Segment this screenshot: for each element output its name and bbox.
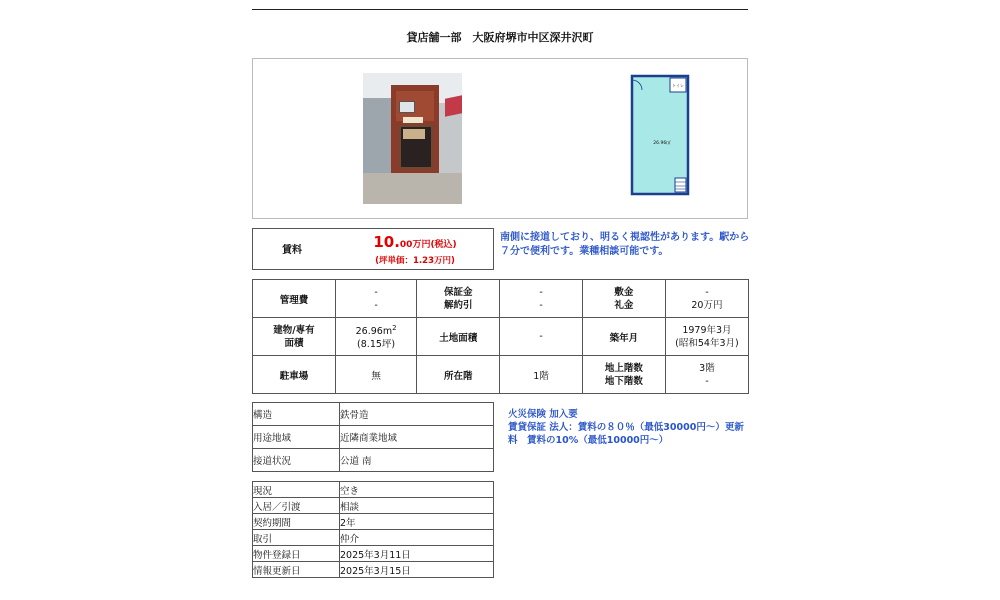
above-value: 3階	[699, 362, 715, 374]
management-value-1: -	[374, 286, 378, 298]
floor-value: 1階	[500, 356, 583, 394]
reikin-value: 20万円	[691, 299, 723, 311]
spec-value: 近隣商業地域	[340, 426, 494, 449]
table-row	[253, 403, 494, 426]
status-value: 仲介	[340, 530, 494, 546]
status-label: 取引	[253, 530, 340, 546]
notes-line-2: 賃貸保証 法人：賃料の８０％（最低30000円～）更新料 賃料の10%（最低10000円～）	[508, 422, 744, 446]
status-label: 物件登録日	[253, 546, 340, 562]
management-label: 管理費	[253, 280, 336, 318]
spec-label: 接道状況	[253, 449, 340, 472]
stair	[675, 178, 686, 192]
below-value: -	[705, 375, 709, 387]
table-row	[253, 562, 494, 578]
deposit-value: -	[539, 286, 543, 298]
area-label-1: 建物/専有	[273, 324, 315, 336]
management-value-2: -	[374, 299, 378, 311]
land-label: 土地面積	[417, 318, 500, 356]
status-value: 2年	[340, 514, 494, 530]
pr-text: 南側に接道しており、明るく視認性があります。駅から７分で便利です。業種相談可能です。	[500, 232, 750, 257]
spec-label: 用途地域	[253, 426, 340, 449]
storefront-photo[interactable]	[363, 73, 462, 204]
status-value: 相談	[340, 498, 494, 514]
built-label: 築年月	[583, 318, 666, 356]
status-value: 2025年3月15日	[340, 562, 494, 578]
built-value: 1979年3月	[682, 324, 732, 336]
area-tsubo: (8.15坪)	[357, 339, 396, 351]
notes-line-1: 火災保険 加入要	[508, 409, 578, 420]
kaiyaku-label: 解約引	[443, 299, 473, 311]
spec-table	[252, 402, 494, 472]
table-row	[253, 514, 494, 530]
above-label: 地上階数	[604, 362, 643, 374]
area-value: $26.96m^2$	[355, 323, 397, 338]
fees-table	[252, 279, 749, 394]
shikikin-label: 敷金	[614, 286, 634, 298]
floor-plan-room	[632, 76, 688, 194]
top-divider	[252, 9, 748, 10]
table-row	[253, 426, 494, 449]
status-value: 空き	[340, 482, 494, 498]
table-row	[253, 530, 494, 546]
kaiyaku-value: -	[539, 299, 543, 311]
status-label: 契約期間	[253, 514, 340, 530]
area-label: 26.96㎡	[653, 141, 671, 146]
status-label: 入居／引渡	[253, 498, 340, 514]
land-value: -	[500, 318, 583, 356]
toilet-label: トイレ	[672, 83, 684, 88]
spec-value: 鉄骨造	[340, 403, 494, 426]
shikikin-value: -	[705, 286, 709, 298]
below-label: 地下階数	[604, 375, 643, 387]
status-value: 2025年3月11日	[340, 546, 494, 562]
notes	[508, 408, 753, 447]
spec-value: 公道 南	[340, 449, 494, 472]
status-table	[252, 481, 494, 578]
area-label-2: 面積	[284, 337, 304, 349]
parking-label: 駐車場	[253, 356, 336, 394]
rent-amount: 10.00万円(税込)	[373, 233, 457, 251]
table-row	[253, 482, 494, 498]
built-era: (昭和54年3月)	[675, 337, 739, 349]
spec-label: 構造	[253, 403, 340, 426]
rent-label: 賃料	[282, 245, 302, 256]
table-row	[253, 498, 494, 514]
deposit-label: 保証金	[443, 286, 473, 298]
floor-label: 所在階	[417, 356, 500, 394]
page-title: 貸店舗一部 大阪府堺市中区深井沢町	[406, 31, 594, 44]
table-row	[253, 449, 494, 472]
status-label: 情報更新日	[253, 562, 340, 578]
status-label: 現況	[253, 482, 340, 498]
parking-value: 無	[335, 356, 416, 394]
floor-plan[interactable]	[620, 70, 700, 200]
table-row	[253, 546, 494, 562]
tsubo-price: (坪単価：1.23万円)	[375, 256, 455, 266]
reikin-label: 礼金	[614, 299, 634, 311]
